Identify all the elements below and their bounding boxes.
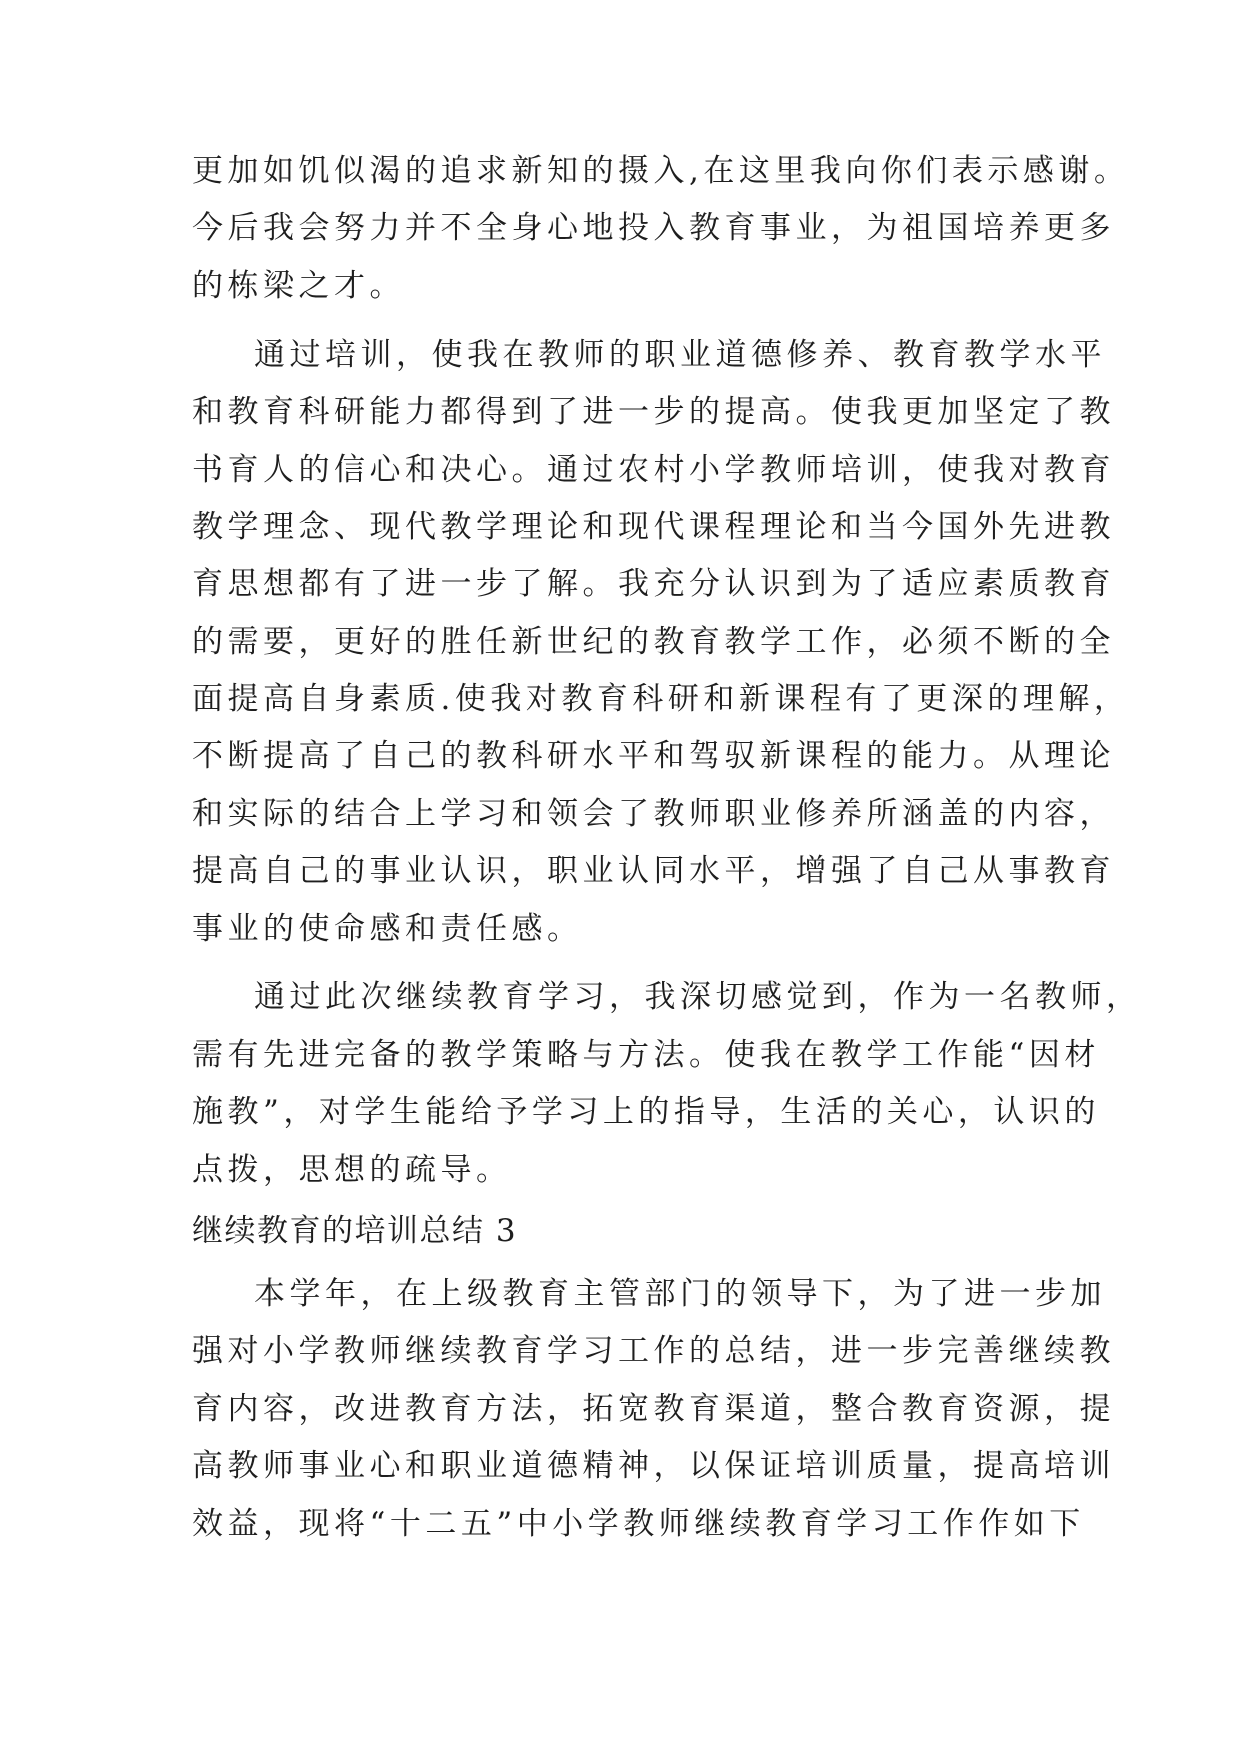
text-line: 的需要，更好的胜任新世纪的教育教学工作，必须不断的全: [192, 624, 1115, 660]
section-heading: 继续教育的培训总结 3: [192, 1213, 518, 1249]
text-line: 今后我会努力并不全身心地投入教育事业，为祖国培养更多: [192, 210, 1115, 246]
text-line: 效益，现将“十二五”中小学教师继续教育学习工作作如下: [192, 1506, 1085, 1542]
text-line: 和教育科研能力都得到了进一步的提高。使我更加坚定了教: [192, 394, 1115, 430]
text-line: 事业的使命感和责任感。: [192, 911, 583, 947]
text-line: 施教”，对学生能给予学习上的指导，生活的关心，认识的: [192, 1094, 1100, 1130]
paragraph-first-line: 通过此次继续教育学习，我深切感觉到，作为一名教师，: [254, 979, 1142, 1015]
text-line: 育内容，改进教育方法，拓宽教育渠道，整合教育资源，提: [192, 1391, 1115, 1427]
text-line: 面提高自身素质.使我对教育科研和新课程有了更深的理解，: [192, 681, 1130, 717]
paragraph-first-line: 通过培训，使我在教师的职业道德修养、教育教学水平: [254, 337, 1106, 373]
text-line: 育思想都有了进一步了解。我充分认识到为了适应素质教育: [192, 566, 1115, 602]
text-line: 不断提高了自己的教科研水平和驾驭新课程的能力。从理论: [192, 738, 1115, 774]
text-line: 点拨，思想的疏导。: [192, 1152, 512, 1188]
text-line: 和实际的结合上学习和领会了教师职业修养所涵盖的内容，: [192, 796, 1115, 832]
text-line: 的栋梁之才。: [192, 268, 405, 304]
text-line: 教学理念、现代教学理论和现代课程理论和当今国外先进教: [192, 509, 1115, 545]
text-line: 书育人的信心和决心。通过农村小学教师培训，使我对教育: [192, 452, 1115, 488]
text-line: 提高自己的事业认识，职业认同水平，增强了自己从事教育: [192, 853, 1115, 889]
text-line: 更加如饥似渴的追求新知的摄入,在这里我向你们表示感谢。: [192, 153, 1130, 189]
paragraph-first-line: 本学年，在上级教育主管部门的领导下，为了进一步加: [254, 1276, 1106, 1312]
text-line: 高教师事业心和职业道德精神，以保证培训质量，提高培训: [192, 1448, 1115, 1484]
text-line: 强对小学教师继续教育学习工作的总结，进一步完善继续教: [192, 1333, 1115, 1369]
text-line: 需有先进完备的教学策略与方法。使我在教学工作能“因材: [192, 1037, 1100, 1073]
